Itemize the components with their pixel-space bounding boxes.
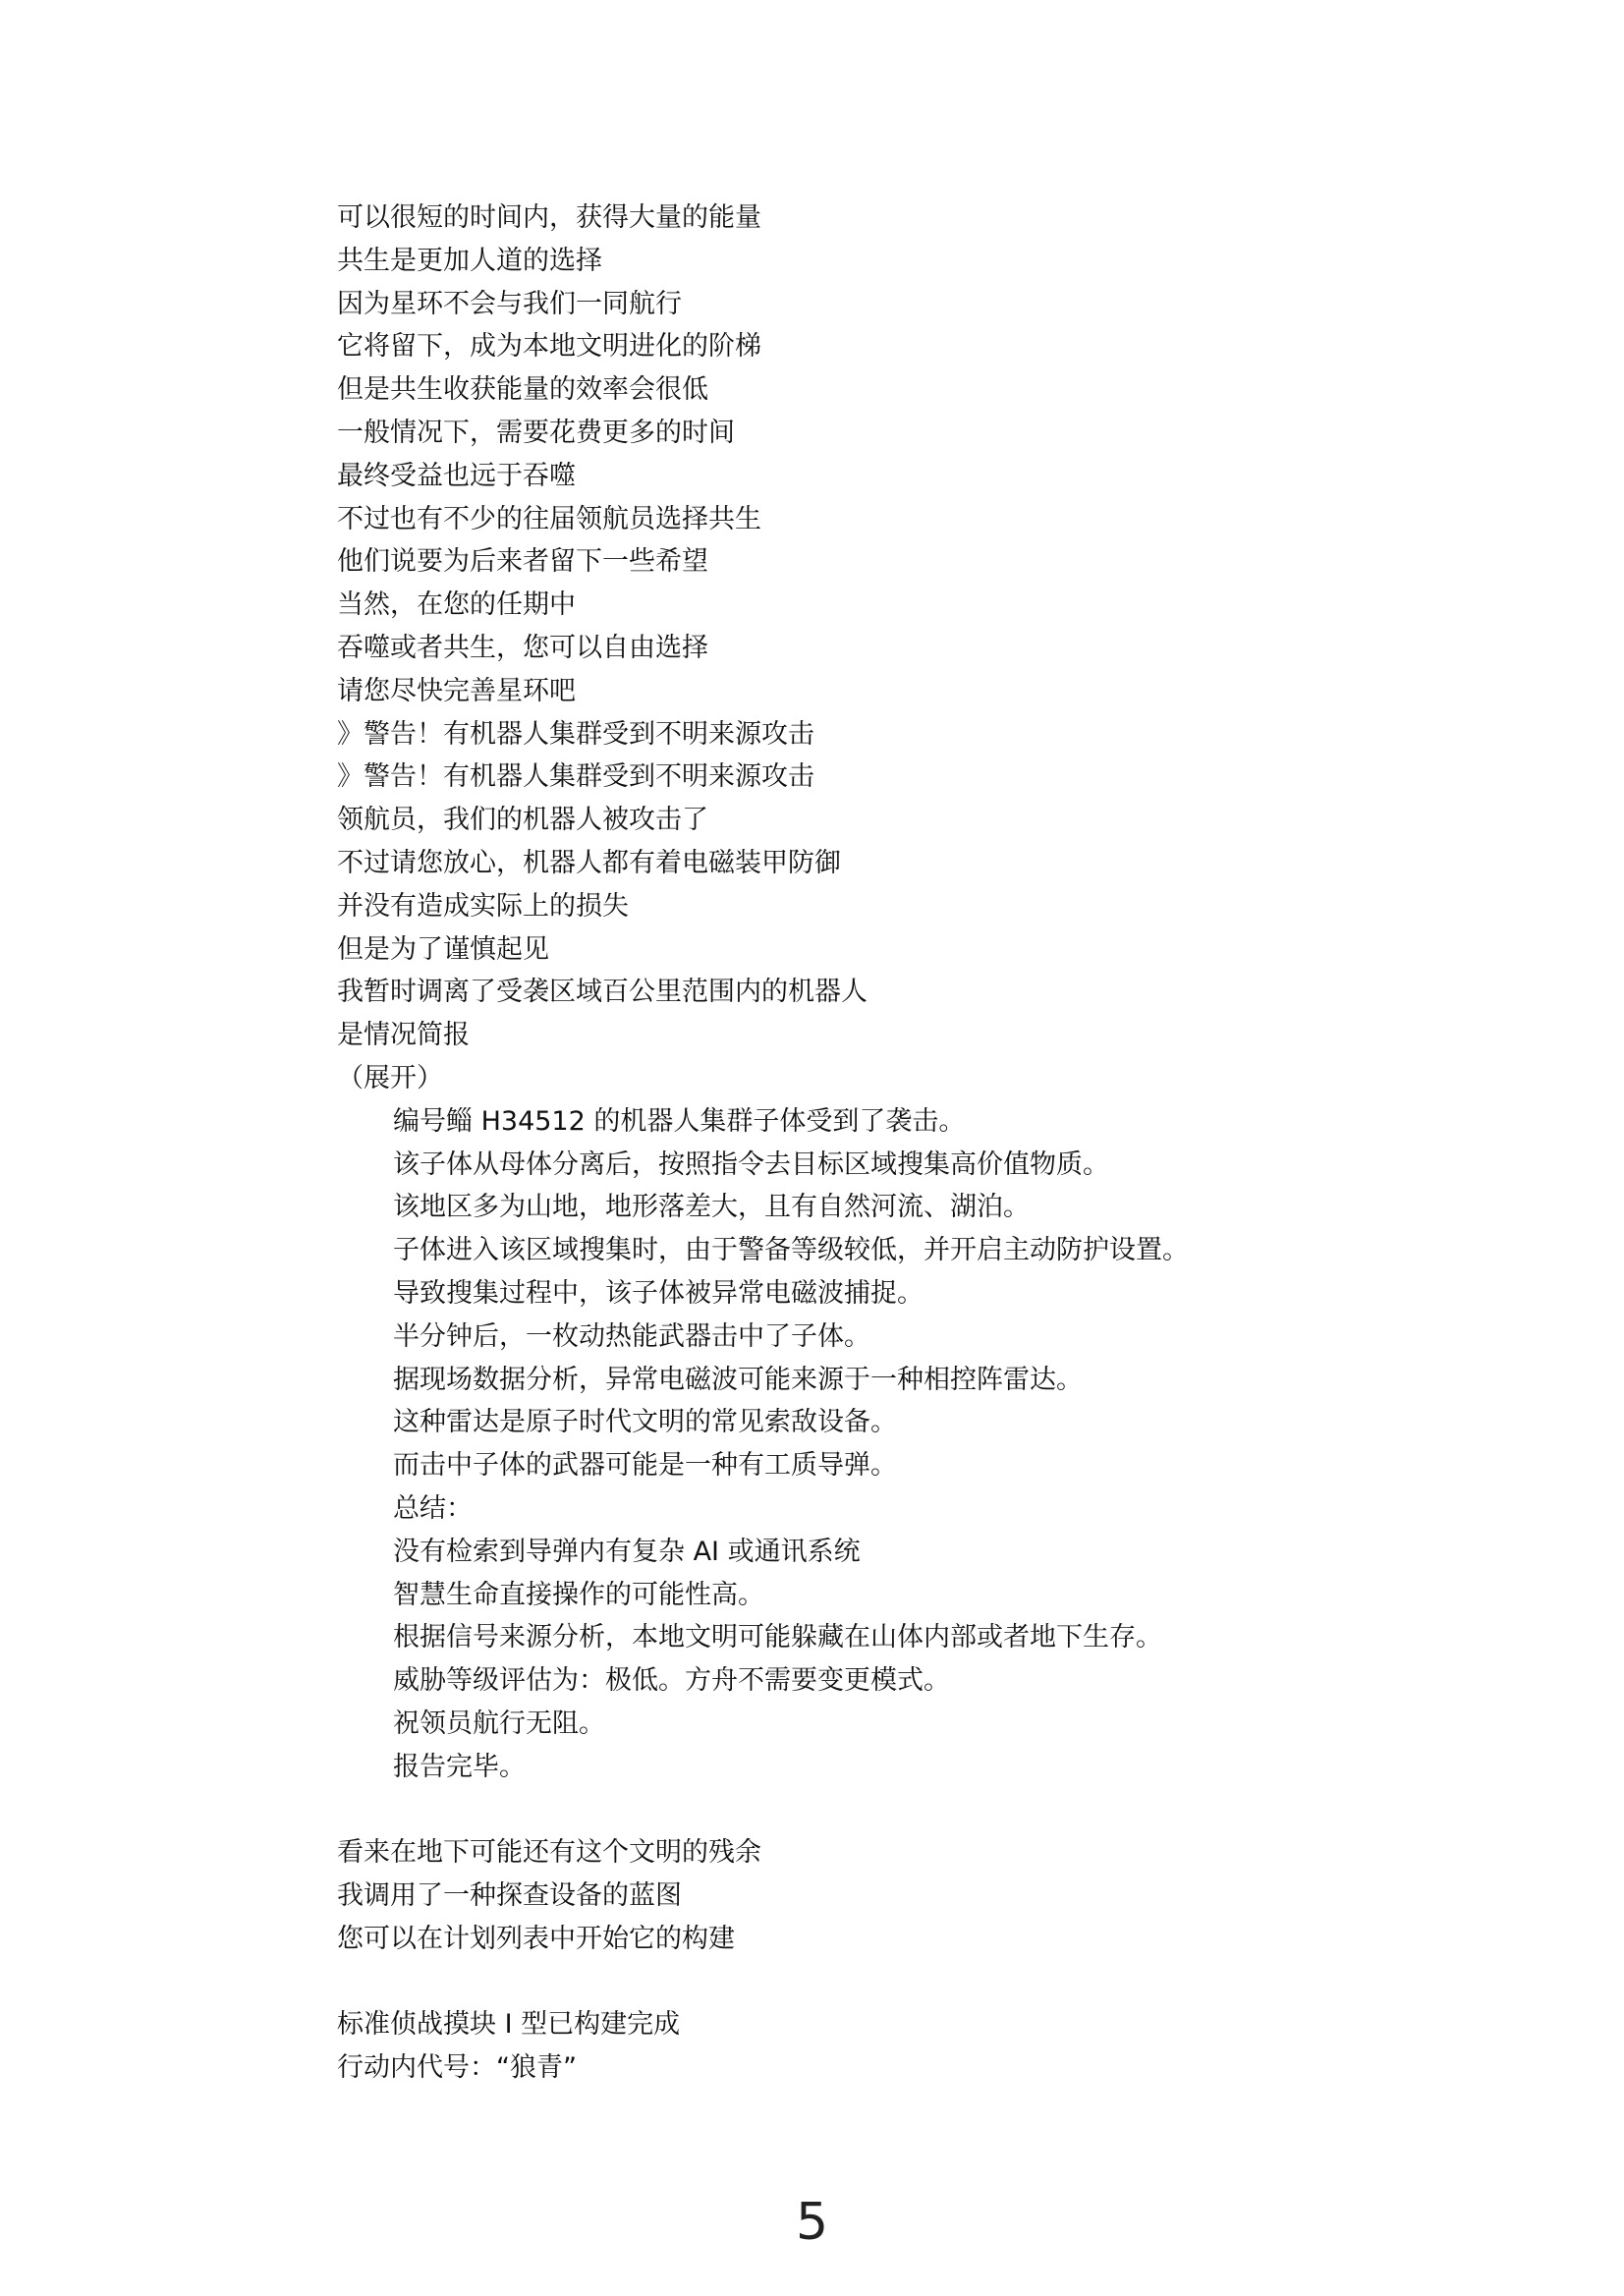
- text-line: 请您尽快完善星环吧: [337, 675, 576, 706]
- paragraph-gap: [337, 1788, 1319, 1831]
- report-line: 这种雷达是原子时代文明的常见索敌设备。: [393, 1407, 897, 1438]
- text-line: 他们说要为后来者留下一些希望: [337, 546, 708, 578]
- text-line: 标准侦战摸块 I 型已构建完成: [337, 2009, 681, 2041]
- followup-section: [337, 1831, 1319, 1960]
- text-line: 行动内代号：“狼青”: [337, 2052, 577, 2084]
- intro-section: [337, 196, 1319, 1100]
- report-line: 报告完毕。: [393, 1751, 526, 1782]
- text-line: 不过请您放心，机器人都有着电磁装甲防御: [337, 847, 841, 878]
- expand-label: （展开）: [337, 1062, 443, 1093]
- text-line: 是情况简报: [337, 1020, 470, 1051]
- text-line: 并没有造成实际上的损失: [337, 890, 629, 922]
- report-line: 威胁等级评估为：极低。方舟不需要变更模式。: [393, 1665, 950, 1697]
- report-line: 祝领员航行无阻。: [393, 1708, 605, 1739]
- briefing-report: [337, 1100, 1319, 1789]
- text-line: 我暂时调离了受袭区域百公里范围内的机器人: [337, 977, 868, 1008]
- text-line: 但是为了谨慎起见: [337, 933, 549, 965]
- text-line: 当然，在您的任期中: [337, 589, 576, 621]
- report-line: 该子体从母体分离后，按照指令去目标区域搜集高价值物质。: [393, 1148, 1109, 1180]
- page-number: 5: [795, 2193, 829, 2252]
- report-line: 据现场数据分析，异常电磁波可能来源于一种相控阵雷达。: [393, 1364, 1083, 1395]
- text-line: 不过也有不少的往届领航员选择共生: [337, 503, 761, 534]
- report-line: 根据信号来源分析，本地文明可能躲藏在山体内部或者地下生存。: [393, 1622, 1162, 1653]
- warning-line: 》警告！有机器人集群受到不明来源攻击: [337, 718, 814, 750]
- text-line: 吞噬或者共生，您可以自由选择: [337, 632, 708, 663]
- warning-line: 》警告！有机器人集群受到不明来源攻击: [337, 761, 814, 793]
- text-line: 您可以在计划列表中开始它的构建: [337, 1923, 735, 1954]
- text-line: 共生是更加人道的选择: [337, 245, 602, 276]
- text-line: 一般情况下，需要花费更多的时间: [337, 417, 735, 448]
- text-line: 它将留下，成为本地文明进化的阶梯: [337, 331, 761, 363]
- report-line: 而击中子体的武器可能是一种有工质导弹。: [393, 1450, 897, 1482]
- report-line: 没有检索到导弹内有复杂 AI 或通讯系统: [393, 1536, 861, 1567]
- text-line: 但是共生收获能量的效率会很低: [337, 374, 708, 406]
- text-line: 最终受益也远于吞噬: [337, 460, 576, 491]
- text-line: 看来在地下可能还有这个文明的残余: [337, 1837, 761, 1869]
- report-line: 半分钟后，一枚动热能武器击中了子体。: [393, 1320, 870, 1352]
- report-line: 子体进入该区域搜集时，由于警备等级较低，并开启主动防护设置。: [393, 1235, 1189, 1266]
- text-line: 可以很短的时间内，获得大量的能量: [337, 202, 761, 233]
- text-line: 我调用了一种探查设备的蓝图: [337, 1880, 682, 1912]
- text-line: 领航员，我们的机器人被攻击了: [337, 805, 708, 836]
- report-line: 该地区多为山地，地形落差大，且有自然河流、湖泊。: [393, 1192, 1030, 1223]
- paragraph-gap: [337, 1961, 1319, 2004]
- page-body: [337, 196, 1319, 2090]
- text-line: 因为星环不会与我们一同航行: [337, 288, 682, 319]
- final-section: [337, 2003, 1319, 2090]
- report-line: 导致搜集过程中，该子体被异常电磁波捕捉。: [393, 1277, 924, 1309]
- report-summary-heading: 总结：: [393, 1492, 473, 1524]
- report-line: 智慧生命直接操作的可能性高。: [393, 1579, 764, 1610]
- report-line: 编号鲻 H34512 的机器人集群子体受到了袭击。: [393, 1105, 966, 1137]
